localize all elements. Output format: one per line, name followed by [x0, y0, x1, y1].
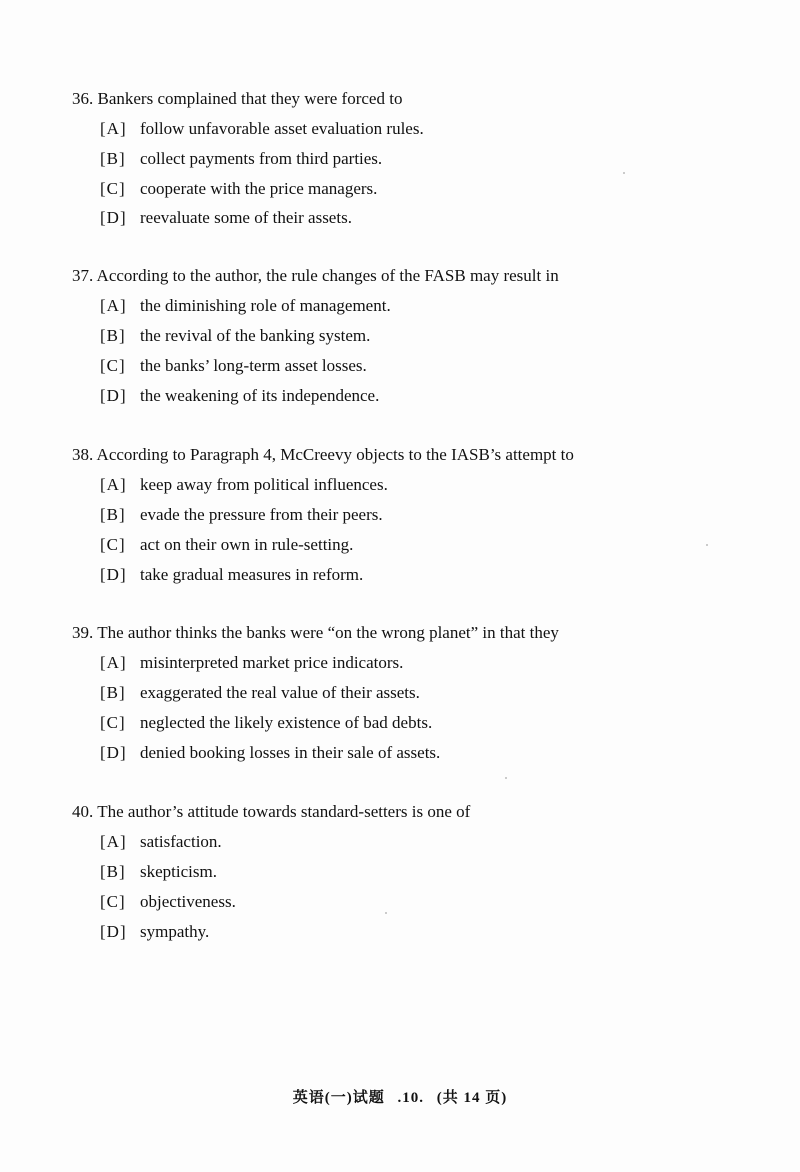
question-stem: 39. The author thinks the banks were “on the wrong planet” in that they — [72, 623, 559, 642]
option-text: evade the pressure from their peers. — [140, 505, 383, 524]
option-text: sympathy. — [140, 922, 210, 941]
option-a — [100, 831, 222, 853]
option-text: the diminishing role of management. — [140, 296, 391, 315]
footer-total-pages: (共 14 页) — [436, 1090, 508, 1106]
option-letter: [D] — [100, 922, 127, 941]
option-b — [100, 504, 383, 526]
option-letter: [B] — [100, 326, 126, 345]
option-letter: [A] — [100, 119, 127, 138]
footer-subject: 英语(一)试题 — [292, 1090, 385, 1106]
option-letter: [D] — [100, 565, 127, 584]
option-letter: [B] — [100, 505, 126, 524]
option-b — [100, 148, 382, 170]
option-text: follow unfavorable asset evaluation rules. — [140, 119, 424, 138]
footer-page-number: .10. — [397, 1090, 424, 1106]
option-b — [100, 325, 370, 347]
option-text: keep away from political influences. — [140, 475, 388, 494]
option-letter: [D] — [100, 208, 127, 227]
scan-speck — [623, 172, 625, 174]
option-letter: [A] — [100, 653, 127, 672]
option-c — [100, 891, 236, 913]
option-c — [100, 534, 353, 556]
option-d — [100, 921, 209, 943]
option-letter: [D] — [100, 386, 127, 405]
option-a — [100, 474, 388, 496]
option-a — [100, 295, 391, 317]
option-letter: [B] — [100, 149, 126, 168]
option-text: the revival of the banking system. — [140, 326, 371, 345]
option-text: collect payments from third parties. — [140, 149, 383, 168]
option-text: act on their own in rule-setting. — [140, 535, 354, 554]
option-letter: [A] — [100, 296, 127, 315]
option-c — [100, 178, 377, 200]
option-text: the weakening of its independence. — [140, 386, 380, 405]
option-d — [100, 385, 379, 407]
option-b — [100, 682, 420, 704]
option-letter: [C] — [100, 713, 126, 732]
option-letter: [B] — [100, 862, 126, 881]
question-stem: 40. The author’s attitude towards standard-setters is one of — [72, 802, 471, 821]
option-letter: [C] — [100, 179, 126, 198]
option-a — [100, 118, 424, 140]
option-text: objectiveness. — [140, 892, 236, 911]
question-stem: 37. According to the author, the rule changes of the FASB may result in — [72, 266, 559, 285]
option-text: the banks’ long-term asset losses. — [140, 356, 367, 375]
option-letter: [A] — [100, 475, 127, 494]
page-footer — [0, 1086, 800, 1107]
option-a — [100, 652, 403, 674]
option-b — [100, 861, 217, 883]
option-d — [100, 742, 440, 764]
option-text: skepticism. — [140, 862, 217, 881]
question-stem: 38. According to Paragraph 4, McCreevy objects to the IASB’s attempt to — [72, 445, 574, 464]
option-text: neglected the likely existence of bad debts. — [140, 713, 433, 732]
scan-speck — [706, 544, 708, 546]
question-stem: 36. Bankers complained that they were forced to — [72, 89, 403, 108]
scan-speck — [385, 912, 387, 914]
option-d — [100, 564, 363, 586]
option-letter: [A] — [100, 832, 127, 851]
option-letter: [C] — [100, 892, 126, 911]
option-c — [100, 712, 432, 734]
option-text: denied booking losses in their sale of assets. — [140, 743, 441, 762]
option-text: reevaluate some of their assets. — [140, 208, 352, 227]
option-text: cooperate with the price managers. — [140, 179, 378, 198]
option-letter: [C] — [100, 535, 126, 554]
option-d — [100, 207, 352, 229]
option-text: exaggerated the real value of their assets. — [140, 683, 420, 702]
option-letter: [D] — [100, 743, 127, 762]
option-text: misinterpreted market price indicators. — [140, 653, 404, 672]
scan-speck — [505, 777, 507, 779]
option-letter: [B] — [100, 683, 126, 702]
option-text: satisfaction. — [140, 832, 222, 851]
option-c — [100, 355, 367, 377]
option-text: take gradual measures in reform. — [140, 565, 364, 584]
option-letter: [C] — [100, 356, 126, 375]
